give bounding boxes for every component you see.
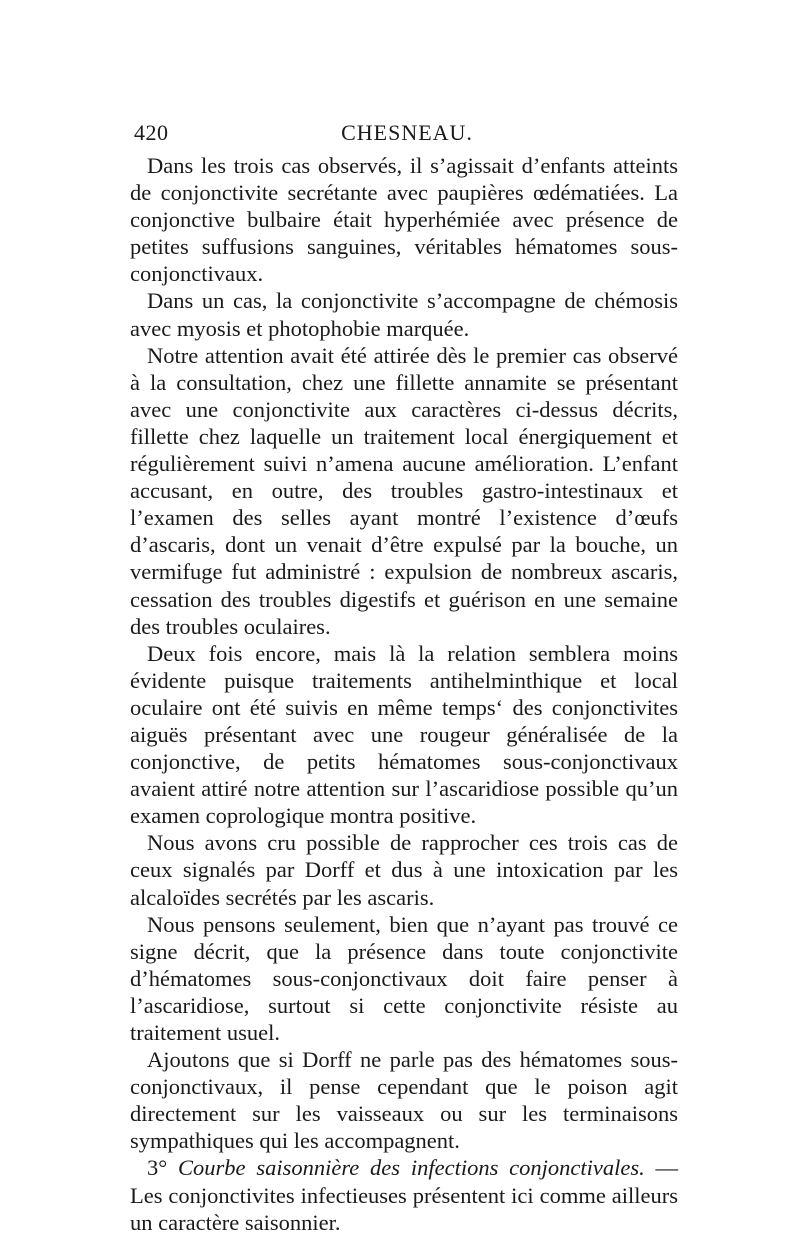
paragraph: Dans les trois cas observés, il s’agissait d’enfants atteints de conjonctivite secrétante avec paupières œdématiées. La conjonctive bulbaire était hyperhémiée avec présence de petites suffusions sanguines, véritables hématomes sous-conjonctivaux. <box>130 153 678 287</box>
paragraph: Nous avons cru possible de rapprocher ces trois cas de ceux signalés par Dorff et dus à une intoxication par les alcaloïdes secrétés par les ascaris. <box>130 830 678 910</box>
running-title: CHESNEAU. <box>341 120 473 145</box>
section-number: 3° <box>147 1155 168 1181</box>
section-paragraph <box>130 1154 678 1235</box>
paragraph: Nous pensons seulement, bien que n’ayant pas trouvé ce signe décrit, que la présence dans toute conjonctivite d’hématomes sous-conjonctivaux doit faire penser à l’ascaridiose, surtout si cette conjonctivite résiste au traitement usuel. <box>130 911 678 1045</box>
paragraph: Deux fois encore, mais là la relation semblera moins évidente puisque traitements antihelminthique et local oculaire ont été suivis en même temps‘ des conjonctivites aiguës présentant avec une rougeur généralisée de la conjonctive, de petits hématomes sous-conjonctivaux avaient attiré notre attention sur l’ascaridiose possible qu’un examen coprologique montra positive. <box>130 640 678 829</box>
paragraph: Ajoutons que si Dorff ne parle pas des hématomes sous-conjonctivaux, il pense cependant que le poison agit directement sur les vaisseaux ou sur les terminaisons sympathiques qui les accompagnent. <box>130 1047 678 1154</box>
paragraph: Dans un cas, la conjonctivite s’accompagne de chémosis avec myosis et photophobie marquée. <box>130 288 678 341</box>
page-header <box>134 120 680 150</box>
section-title: Courbe saisonnière des infections conjonctivales. <box>178 1155 645 1181</box>
body-text <box>130 152 678 1236</box>
section-text: Les conjonctivites infectieuses présentent ici comme ailleurs un caractère saisonnier. <box>130 1182 678 1235</box>
section-dash: — <box>655 1155 678 1181</box>
paragraph: Notre attention avait été attirée dès le premier cas observé à la consultation, chez une fillette annamite se présentant avec une conjonctivite aux caractères ci-dessus décrits, fillette chez laquelle un traitement local énergiquement et régulièrement suivi n’amena aucune amélioration. L’enfant accusant, en outre, des troubles gastro-intestinaux et l’examen des selles ayant montré l’existence d’œufs d’ascaris, dont un venait d’être expulsé par la bouche, un vermifuge fut administré : expulsion de nombreux ascaris, cessation des troubles digestifs et guérison en une semaine des troubles oculaires. <box>130 342 678 639</box>
page-number: 420 <box>134 120 169 145</box>
